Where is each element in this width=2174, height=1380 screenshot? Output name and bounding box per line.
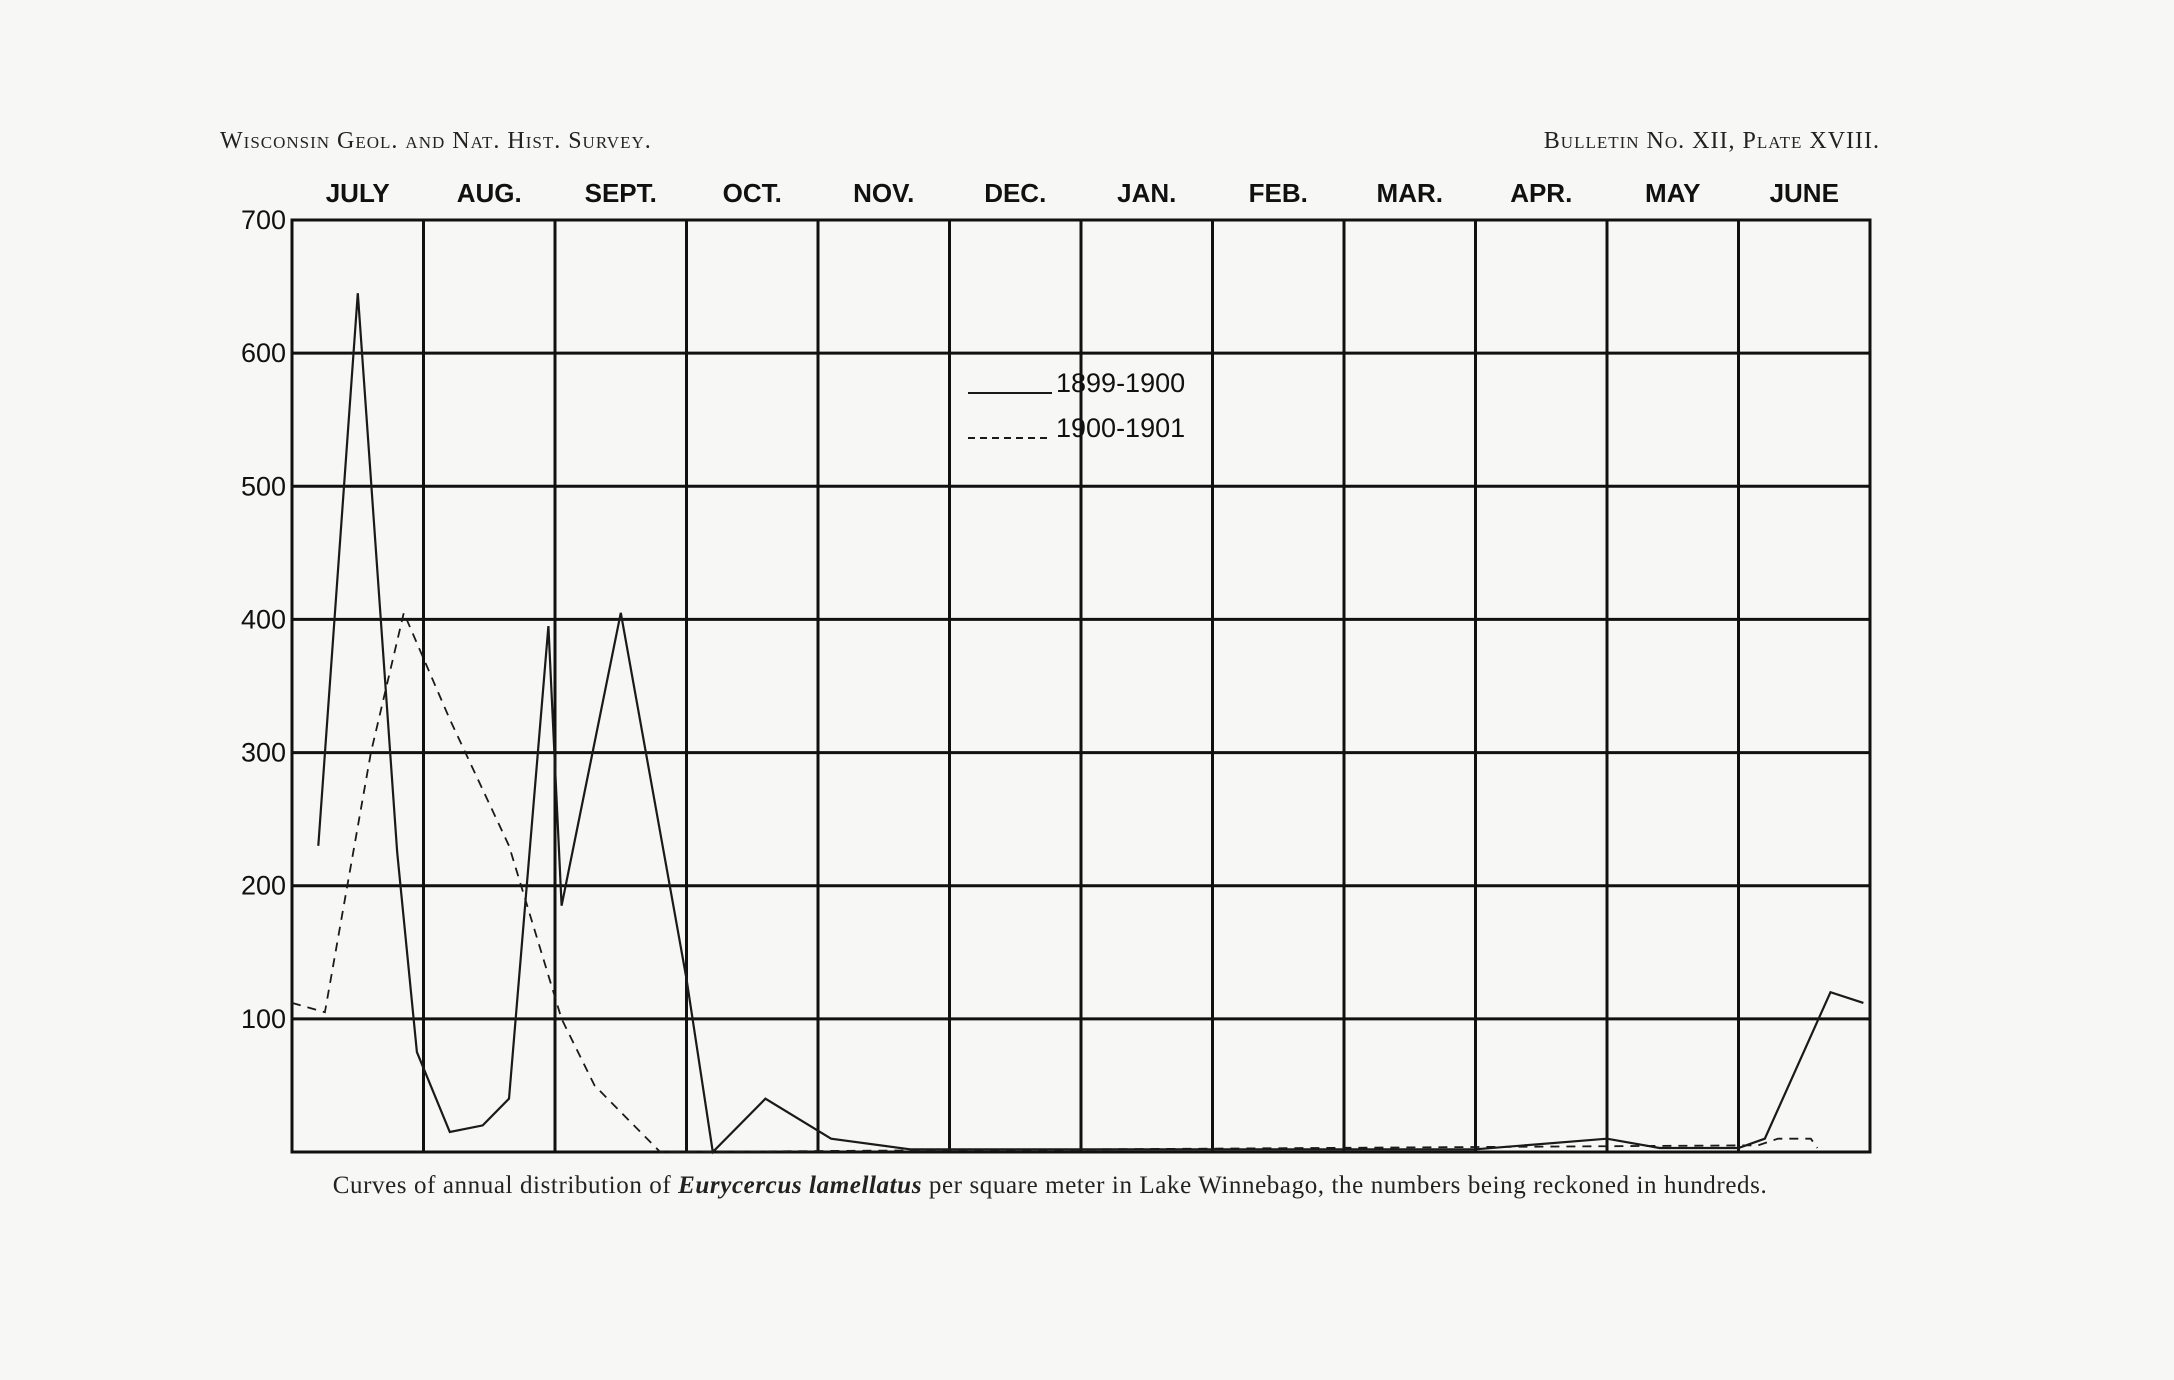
month-label: OCT. (722, 178, 782, 208)
month-label: AUG. (456, 178, 522, 208)
month-label: MAY (1645, 178, 1701, 208)
legend (968, 368, 1185, 443)
y-tick-label: 600 (240, 338, 286, 369)
y-tick-label: 200 (240, 870, 286, 901)
y-tick-label: 400 (240, 604, 286, 635)
survey-title: Wisconsin Geol. and Nat. Hist. Survey. (220, 128, 652, 154)
legend-label: 1900-1901 (1056, 413, 1186, 443)
grid (292, 220, 1870, 1152)
y-tick-label: 700 (240, 205, 286, 235)
month-label: MAR. (1376, 178, 1443, 208)
month-label: APR. (1510, 178, 1573, 208)
month-label: JULY (325, 178, 390, 208)
y-tick-label: 500 (240, 471, 286, 502)
caption-species-name: Eurycercus lamellatus (678, 1172, 923, 1199)
plate-number: Bulletin No. XII, Plate XVIII. (1543, 128, 1880, 154)
month-label: FEB. (1248, 178, 1308, 208)
month-label: SEPT. (584, 178, 657, 208)
y-tick-label: 300 (240, 737, 286, 768)
legend-label: 1899-1900 (1056, 368, 1186, 398)
month-label: NOV. (853, 178, 915, 208)
caption-text-after: per square meter in Lake Winnebago, the numbers being reckoned in hundreds. (922, 1172, 1768, 1199)
month-label: JAN. (1117, 178, 1177, 208)
month-labels (326, 178, 1839, 208)
y-tick-label: 100 (240, 1003, 286, 1034)
y-tick-labels (241, 205, 286, 1034)
caption-text-before: Curves of annual distribution of (332, 1172, 679, 1199)
month-label: DEC. (984, 178, 1047, 208)
series-line-1900-1901 (292, 613, 1817, 1152)
plate-caption (200, 1172, 1900, 1200)
month-label: JUNE (1769, 178, 1839, 208)
